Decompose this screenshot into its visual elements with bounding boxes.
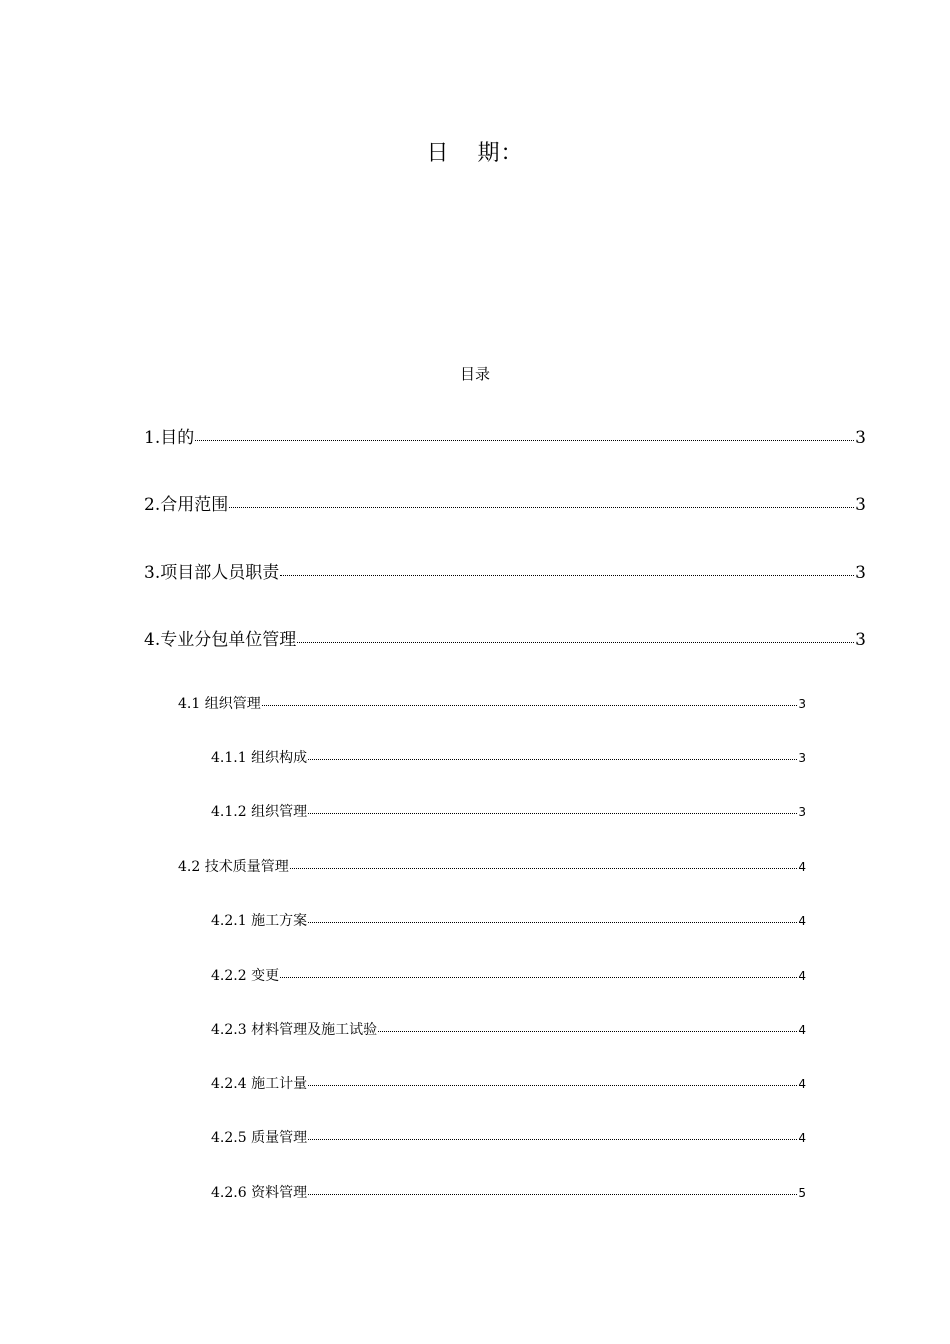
toc-entry[interactable] (144, 558, 866, 583)
toc-entry[interactable] (144, 625, 866, 650)
toc-entry-label: 质量管理 (251, 1130, 308, 1146)
toc-leader-dots (308, 802, 797, 814)
toc-entry[interactable] (144, 490, 866, 515)
toc-entry-label: 项目部人员职责 (160, 563, 280, 583)
toc-entry-page: 4 (798, 969, 806, 983)
toc-title: 目录 (459, 365, 490, 383)
toc-entry-page: 5 (798, 1186, 806, 1200)
toc-entry[interactable] (178, 693, 806, 713)
toc-entry-number: 4.2.4 (211, 1076, 247, 1092)
toc-entry-number: 4.2 (178, 859, 201, 875)
toc-entry-label: 目的 (160, 428, 195, 448)
toc-entry-page: 3 (855, 495, 866, 515)
toc-entry[interactable] (211, 1073, 806, 1093)
toc-entry-number: 1. (144, 428, 161, 448)
toc-leader-dots (229, 493, 854, 508)
toc-entry-number: 4.1.2 (211, 804, 247, 820)
toc-entry-label: 合用范围 (160, 495, 229, 515)
toc-entry-page: 4 (798, 1023, 806, 1037)
toc-entry-label: 资料管理 (251, 1185, 308, 1201)
toc-entry-label: 施工计量 (251, 1076, 308, 1092)
toc-entry-number: 4.2.3 (211, 1022, 247, 1038)
toc-entry[interactable] (211, 1182, 806, 1202)
toc-entry[interactable] (211, 965, 806, 985)
date-label-first-char: 日 (426, 141, 450, 166)
toc-entry[interactable] (211, 1019, 806, 1039)
toc-entry-page: 4 (798, 1131, 806, 1145)
toc-leader-dots (195, 426, 854, 441)
toc-entry-number: 4.2.6 (211, 1185, 247, 1201)
toc-entry-number: 4.1 (178, 696, 201, 712)
toc-entry-page: 3 (798, 805, 806, 819)
toc-leader-dots (290, 857, 798, 869)
date-heading (0, 136, 950, 167)
toc-leader-dots (308, 911, 797, 923)
toc-entry-label: 施工方案 (251, 913, 308, 929)
toc-leader-dots (308, 1128, 797, 1140)
toc-entry[interactable] (211, 747, 806, 767)
toc-entry-number: 4.2.5 (211, 1130, 247, 1146)
date-label-second-char: 期： (477, 141, 524, 166)
toc-entry-page: 3 (855, 563, 866, 583)
toc-entry-number: 2. (144, 495, 161, 515)
toc-entry[interactable] (144, 423, 866, 448)
toc-entry-number: 4. (144, 630, 161, 650)
toc-entry-page: 3 (855, 428, 866, 448)
toc-entry-label: 变更 (251, 968, 280, 984)
toc-entry[interactable] (211, 1127, 806, 1147)
toc-entry-page: 4 (798, 1077, 806, 1091)
toc-entry-page: 4 (798, 860, 806, 874)
toc-leader-dots (308, 748, 797, 760)
toc-leader-dots (280, 561, 854, 576)
toc-entry-label: 技术质量管理 (204, 859, 289, 875)
toc-leader-dots (308, 1074, 797, 1086)
toc-entry-label: 组织管理 (204, 696, 261, 712)
toc-entry-page: 3 (798, 751, 806, 765)
toc-entry-label: 专业分包单位管理 (160, 630, 297, 650)
toc-entry-page: 3 (855, 630, 866, 650)
toc-entry-page: 3 (798, 697, 806, 711)
toc-leader-dots (378, 1020, 797, 1032)
toc-entry-number: 4.1.1 (211, 750, 247, 766)
toc-leader-dots (308, 1183, 797, 1195)
toc-leader-dots (297, 628, 854, 643)
toc-entry-label: 材料管理及施工试验 (251, 1022, 378, 1038)
toc-entry-number: 4.2.2 (211, 968, 247, 984)
toc-entry[interactable] (178, 856, 806, 876)
toc-entry-label: 组织管理 (251, 804, 308, 820)
toc-entry[interactable] (211, 801, 806, 821)
toc-leader-dots (280, 966, 797, 978)
toc-entry-number: 4.2.1 (211, 913, 247, 929)
toc-entry-number: 3. (144, 563, 161, 583)
toc-entry[interactable] (211, 910, 806, 930)
toc-entry-page: 4 (798, 914, 806, 928)
toc-entry-label: 组织构成 (251, 750, 308, 766)
toc-leader-dots (262, 694, 798, 706)
